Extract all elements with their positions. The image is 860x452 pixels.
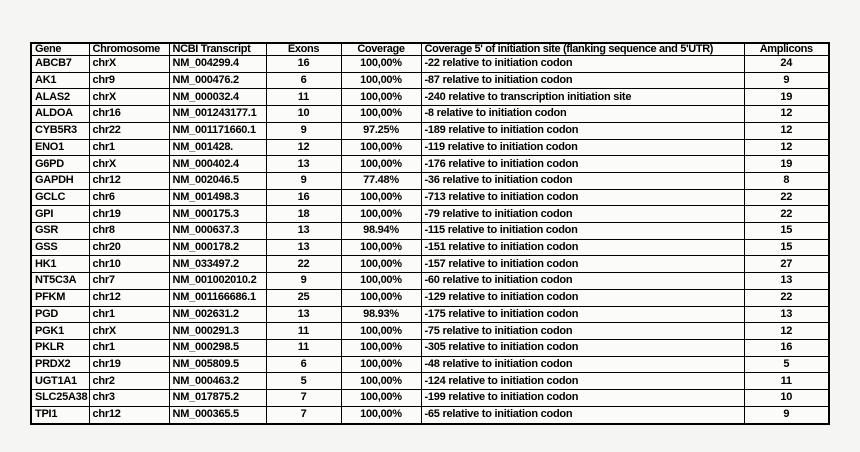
- cell-amplicons: 22: [744, 206, 829, 223]
- cell-exons: 11: [266, 89, 341, 106]
- cell-chromosome: chr12: [89, 289, 169, 306]
- cell-chromosome: chr20: [89, 239, 169, 256]
- cell-gene: GCLC: [31, 189, 89, 206]
- cell-exons: 16: [266, 56, 341, 73]
- cell-coverage-5utr: -151 relative to initiation codon: [421, 239, 744, 256]
- cell-transcript: NM_000175.3: [169, 206, 266, 223]
- cell-coverage: 100,00%: [341, 239, 421, 256]
- table-row: [31, 373, 829, 390]
- gene-coverage-table: [30, 42, 830, 425]
- cell-amplicons: 22: [744, 289, 829, 306]
- cell-exons: 13: [266, 223, 341, 240]
- cell-coverage: 100,00%: [341, 289, 421, 306]
- cell-coverage-5utr: -189 relative to initiation codon: [421, 122, 744, 139]
- cell-amplicons: 27: [744, 256, 829, 273]
- cell-amplicons: 9: [744, 72, 829, 89]
- cell-amplicons: 11: [744, 373, 829, 390]
- table-row: [31, 339, 829, 356]
- cell-gene: AK1: [31, 72, 89, 89]
- cell-chromosome: chrX: [89, 323, 169, 340]
- cell-transcript: NM_000291.3: [169, 323, 266, 340]
- cell-transcript: NM_001428.: [169, 139, 266, 156]
- cell-transcript: NM_001166686.1: [169, 289, 266, 306]
- cell-coverage-5utr: -87 relative to initiation codon: [421, 72, 744, 89]
- cell-amplicons: 8: [744, 172, 829, 189]
- cell-gene: UGT1A1: [31, 373, 89, 390]
- cell-transcript: NM_017875.2: [169, 390, 266, 407]
- cell-gene: CYB5R3: [31, 122, 89, 139]
- cell-exons: 6: [266, 356, 341, 373]
- cell-amplicons: 12: [744, 106, 829, 123]
- cell-coverage-5utr: -129 relative to initiation codon: [421, 289, 744, 306]
- cell-exons: 25: [266, 289, 341, 306]
- cell-coverage: 100,00%: [341, 390, 421, 407]
- cell-transcript: NM_033497.2: [169, 256, 266, 273]
- cell-transcript: NM_002631.2: [169, 306, 266, 323]
- table-row: [31, 289, 829, 306]
- cell-gene: NT5C3A: [31, 273, 89, 290]
- cell-gene: SLC25A38: [31, 390, 89, 407]
- table-row: [31, 356, 829, 373]
- cell-chromosome: chr12: [89, 172, 169, 189]
- cell-coverage: 100,00%: [341, 373, 421, 390]
- cell-chromosome: chr1: [89, 306, 169, 323]
- column-header-exons: Exons: [266, 43, 341, 56]
- cell-coverage-5utr: -115 relative to initiation codon: [421, 223, 744, 240]
- cell-chromosome: chr12: [89, 406, 169, 424]
- table-row: [31, 239, 829, 256]
- cell-coverage-5utr: -36 relative to initiation codon: [421, 172, 744, 189]
- table-row: [31, 56, 829, 73]
- cell-coverage: 100,00%: [341, 356, 421, 373]
- cell-amplicons: 19: [744, 156, 829, 173]
- cell-coverage-5utr: -305 relative to initiation codon: [421, 339, 744, 356]
- cell-amplicons: 15: [744, 223, 829, 240]
- cell-exons: 7: [266, 390, 341, 407]
- cell-coverage: 100,00%: [341, 189, 421, 206]
- cell-coverage: 100,00%: [341, 273, 421, 290]
- cell-gene: ALDOA: [31, 106, 89, 123]
- cell-amplicons: 12: [744, 139, 829, 156]
- cell-transcript: NM_000365.5: [169, 406, 266, 424]
- cell-amplicons: 19: [744, 89, 829, 106]
- cell-exons: 5: [266, 373, 341, 390]
- cell-amplicons: 13: [744, 273, 829, 290]
- cell-amplicons: 9: [744, 406, 829, 424]
- cell-coverage-5utr: -240 relative to transcription initiation site: [421, 89, 744, 106]
- cell-exons: 13: [266, 239, 341, 256]
- cell-chromosome: chr8: [89, 223, 169, 240]
- cell-chromosome: chrX: [89, 89, 169, 106]
- cell-exons: 12: [266, 139, 341, 156]
- cell-exons: 22: [266, 256, 341, 273]
- cell-transcript: NM_000402.4: [169, 156, 266, 173]
- cell-amplicons: 16: [744, 339, 829, 356]
- table-row: [31, 156, 829, 173]
- cell-exons: 6: [266, 72, 341, 89]
- table-row: [31, 72, 829, 89]
- cell-chromosome: chr7: [89, 273, 169, 290]
- cell-coverage-5utr: -48 relative to initiation codon: [421, 356, 744, 373]
- cell-gene: PGD: [31, 306, 89, 323]
- cell-exons: 9: [266, 122, 341, 139]
- cell-chromosome: chr1: [89, 339, 169, 356]
- cell-coverage-5utr: -75 relative to initiation codon: [421, 323, 744, 340]
- table-row: [31, 273, 829, 290]
- column-header-amplicons: Amplicons: [744, 43, 829, 56]
- table-header-row: [31, 43, 829, 56]
- cell-gene: GAPDH: [31, 172, 89, 189]
- cell-coverage: 100,00%: [341, 339, 421, 356]
- cell-gene: GSS: [31, 239, 89, 256]
- column-header-coverage: Coverage: [341, 43, 421, 56]
- cell-amplicons: 15: [744, 239, 829, 256]
- table-row: [31, 106, 829, 123]
- cell-chromosome: chr19: [89, 206, 169, 223]
- cell-coverage: 98.94%: [341, 223, 421, 240]
- cell-coverage-5utr: -157 relative to initiation codon: [421, 256, 744, 273]
- table-row: [31, 306, 829, 323]
- cell-transcript: NM_004299.4: [169, 56, 266, 73]
- cell-coverage-5utr: -713 relative to initiation codon: [421, 189, 744, 206]
- cell-chromosome: chr3: [89, 390, 169, 407]
- cell-amplicons: 10: [744, 390, 829, 407]
- table-body: [31, 56, 829, 425]
- cell-gene: PGK1: [31, 323, 89, 340]
- cell-exons: 7: [266, 406, 341, 424]
- cell-coverage: 100,00%: [341, 106, 421, 123]
- cell-gene: GSR: [31, 223, 89, 240]
- cell-exons: 10: [266, 106, 341, 123]
- cell-coverage-5utr: -65 relative to initiation codon: [421, 406, 744, 424]
- cell-coverage-5utr: -199 relative to initiation codon: [421, 390, 744, 407]
- cell-transcript: NM_000463.2: [169, 373, 266, 390]
- cell-transcript: NM_001171660.1: [169, 122, 266, 139]
- table-row: [31, 223, 829, 240]
- cell-transcript: NM_001002010.2: [169, 273, 266, 290]
- cell-coverage-5utr: -79 relative to initiation codon: [421, 206, 744, 223]
- cell-transcript: NM_001243177.1: [169, 106, 266, 123]
- table-row: [31, 323, 829, 340]
- table-row: [31, 189, 829, 206]
- cell-exons: 9: [266, 172, 341, 189]
- cell-amplicons: 22: [744, 189, 829, 206]
- column-header-coverage-5utr: Coverage 5' of initiation site (flanking sequence and 5'UTR): [421, 43, 744, 56]
- cell-coverage: 100,00%: [341, 406, 421, 424]
- cell-chromosome: chr19: [89, 356, 169, 373]
- cell-coverage: 100,00%: [341, 323, 421, 340]
- cell-amplicons: 12: [744, 122, 829, 139]
- cell-coverage: 97.25%: [341, 122, 421, 139]
- cell-coverage-5utr: -119 relative to initiation codon: [421, 139, 744, 156]
- cell-transcript: NM_000637.3: [169, 223, 266, 240]
- cell-gene: TPI1: [31, 406, 89, 424]
- cell-amplicons: 24: [744, 56, 829, 73]
- cell-coverage-5utr: -176 relative to initiation codon: [421, 156, 744, 173]
- cell-coverage-5utr: -124 relative to initiation codon: [421, 373, 744, 390]
- cell-coverage-5utr: -175 relative to initiation codon: [421, 306, 744, 323]
- column-header-transcript: NCBI Transcript: [169, 43, 266, 56]
- cell-coverage: 77.48%: [341, 172, 421, 189]
- cell-chromosome: chr22: [89, 122, 169, 139]
- table-row: [31, 206, 829, 223]
- table-row: [31, 256, 829, 273]
- cell-chromosome: chr6: [89, 189, 169, 206]
- cell-coverage: 100,00%: [341, 206, 421, 223]
- cell-transcript: NM_000476.2: [169, 72, 266, 89]
- cell-chromosome: chrX: [89, 156, 169, 173]
- cell-gene: ABCB7: [31, 56, 89, 73]
- cell-exons: 18: [266, 206, 341, 223]
- cell-gene: PKLR: [31, 339, 89, 356]
- cell-coverage-5utr: -8 relative to initiation codon: [421, 106, 744, 123]
- cell-coverage: 98.93%: [341, 306, 421, 323]
- column-header-gene: Gene: [31, 43, 89, 56]
- cell-gene: ALAS2: [31, 89, 89, 106]
- cell-coverage: 100,00%: [341, 139, 421, 156]
- gene-coverage-table-container: [30, 42, 830, 425]
- cell-amplicons: 5: [744, 356, 829, 373]
- cell-transcript: NM_000178.2: [169, 239, 266, 256]
- cell-gene: G6PD: [31, 156, 89, 173]
- cell-coverage-5utr: -22 relative to initiation codon: [421, 56, 744, 73]
- cell-coverage: 100,00%: [341, 56, 421, 73]
- column-header-chromosome: Chromosome: [89, 43, 169, 56]
- cell-exons: 11: [266, 323, 341, 340]
- cell-exons: 9: [266, 273, 341, 290]
- cell-coverage-5utr: -60 relative to initiation codon: [421, 273, 744, 290]
- cell-coverage: 100,00%: [341, 72, 421, 89]
- cell-transcript: NM_001498.3: [169, 189, 266, 206]
- table-row: [31, 122, 829, 139]
- table-row: [31, 89, 829, 106]
- cell-gene: GPI: [31, 206, 89, 223]
- cell-exons: 13: [266, 306, 341, 323]
- cell-amplicons: 12: [744, 323, 829, 340]
- cell-gene: HK1: [31, 256, 89, 273]
- cell-gene: ENO1: [31, 139, 89, 156]
- cell-chromosome: chr9: [89, 72, 169, 89]
- table-row: [31, 172, 829, 189]
- cell-exons: 11: [266, 339, 341, 356]
- cell-transcript: NM_005809.5: [169, 356, 266, 373]
- table-row: [31, 406, 829, 424]
- cell-chromosome: chr10: [89, 256, 169, 273]
- table-row: [31, 390, 829, 407]
- cell-chromosome: chr1: [89, 139, 169, 156]
- cell-gene: PRDX2: [31, 356, 89, 373]
- cell-transcript: NM_000032.4: [169, 89, 266, 106]
- cell-amplicons: 13: [744, 306, 829, 323]
- cell-gene: PFKM: [31, 289, 89, 306]
- cell-transcript: NM_000298.5: [169, 339, 266, 356]
- cell-transcript: NM_002046.5: [169, 172, 266, 189]
- cell-exons: 16: [266, 189, 341, 206]
- cell-chromosome: chr2: [89, 373, 169, 390]
- cell-chromosome: chr16: [89, 106, 169, 123]
- table-row: [31, 139, 829, 156]
- cell-chromosome: chrX: [89, 56, 169, 73]
- cell-exons: 13: [266, 156, 341, 173]
- cell-coverage: 100,00%: [341, 156, 421, 173]
- cell-coverage: 100,00%: [341, 256, 421, 273]
- cell-coverage: 100,00%: [341, 89, 421, 106]
